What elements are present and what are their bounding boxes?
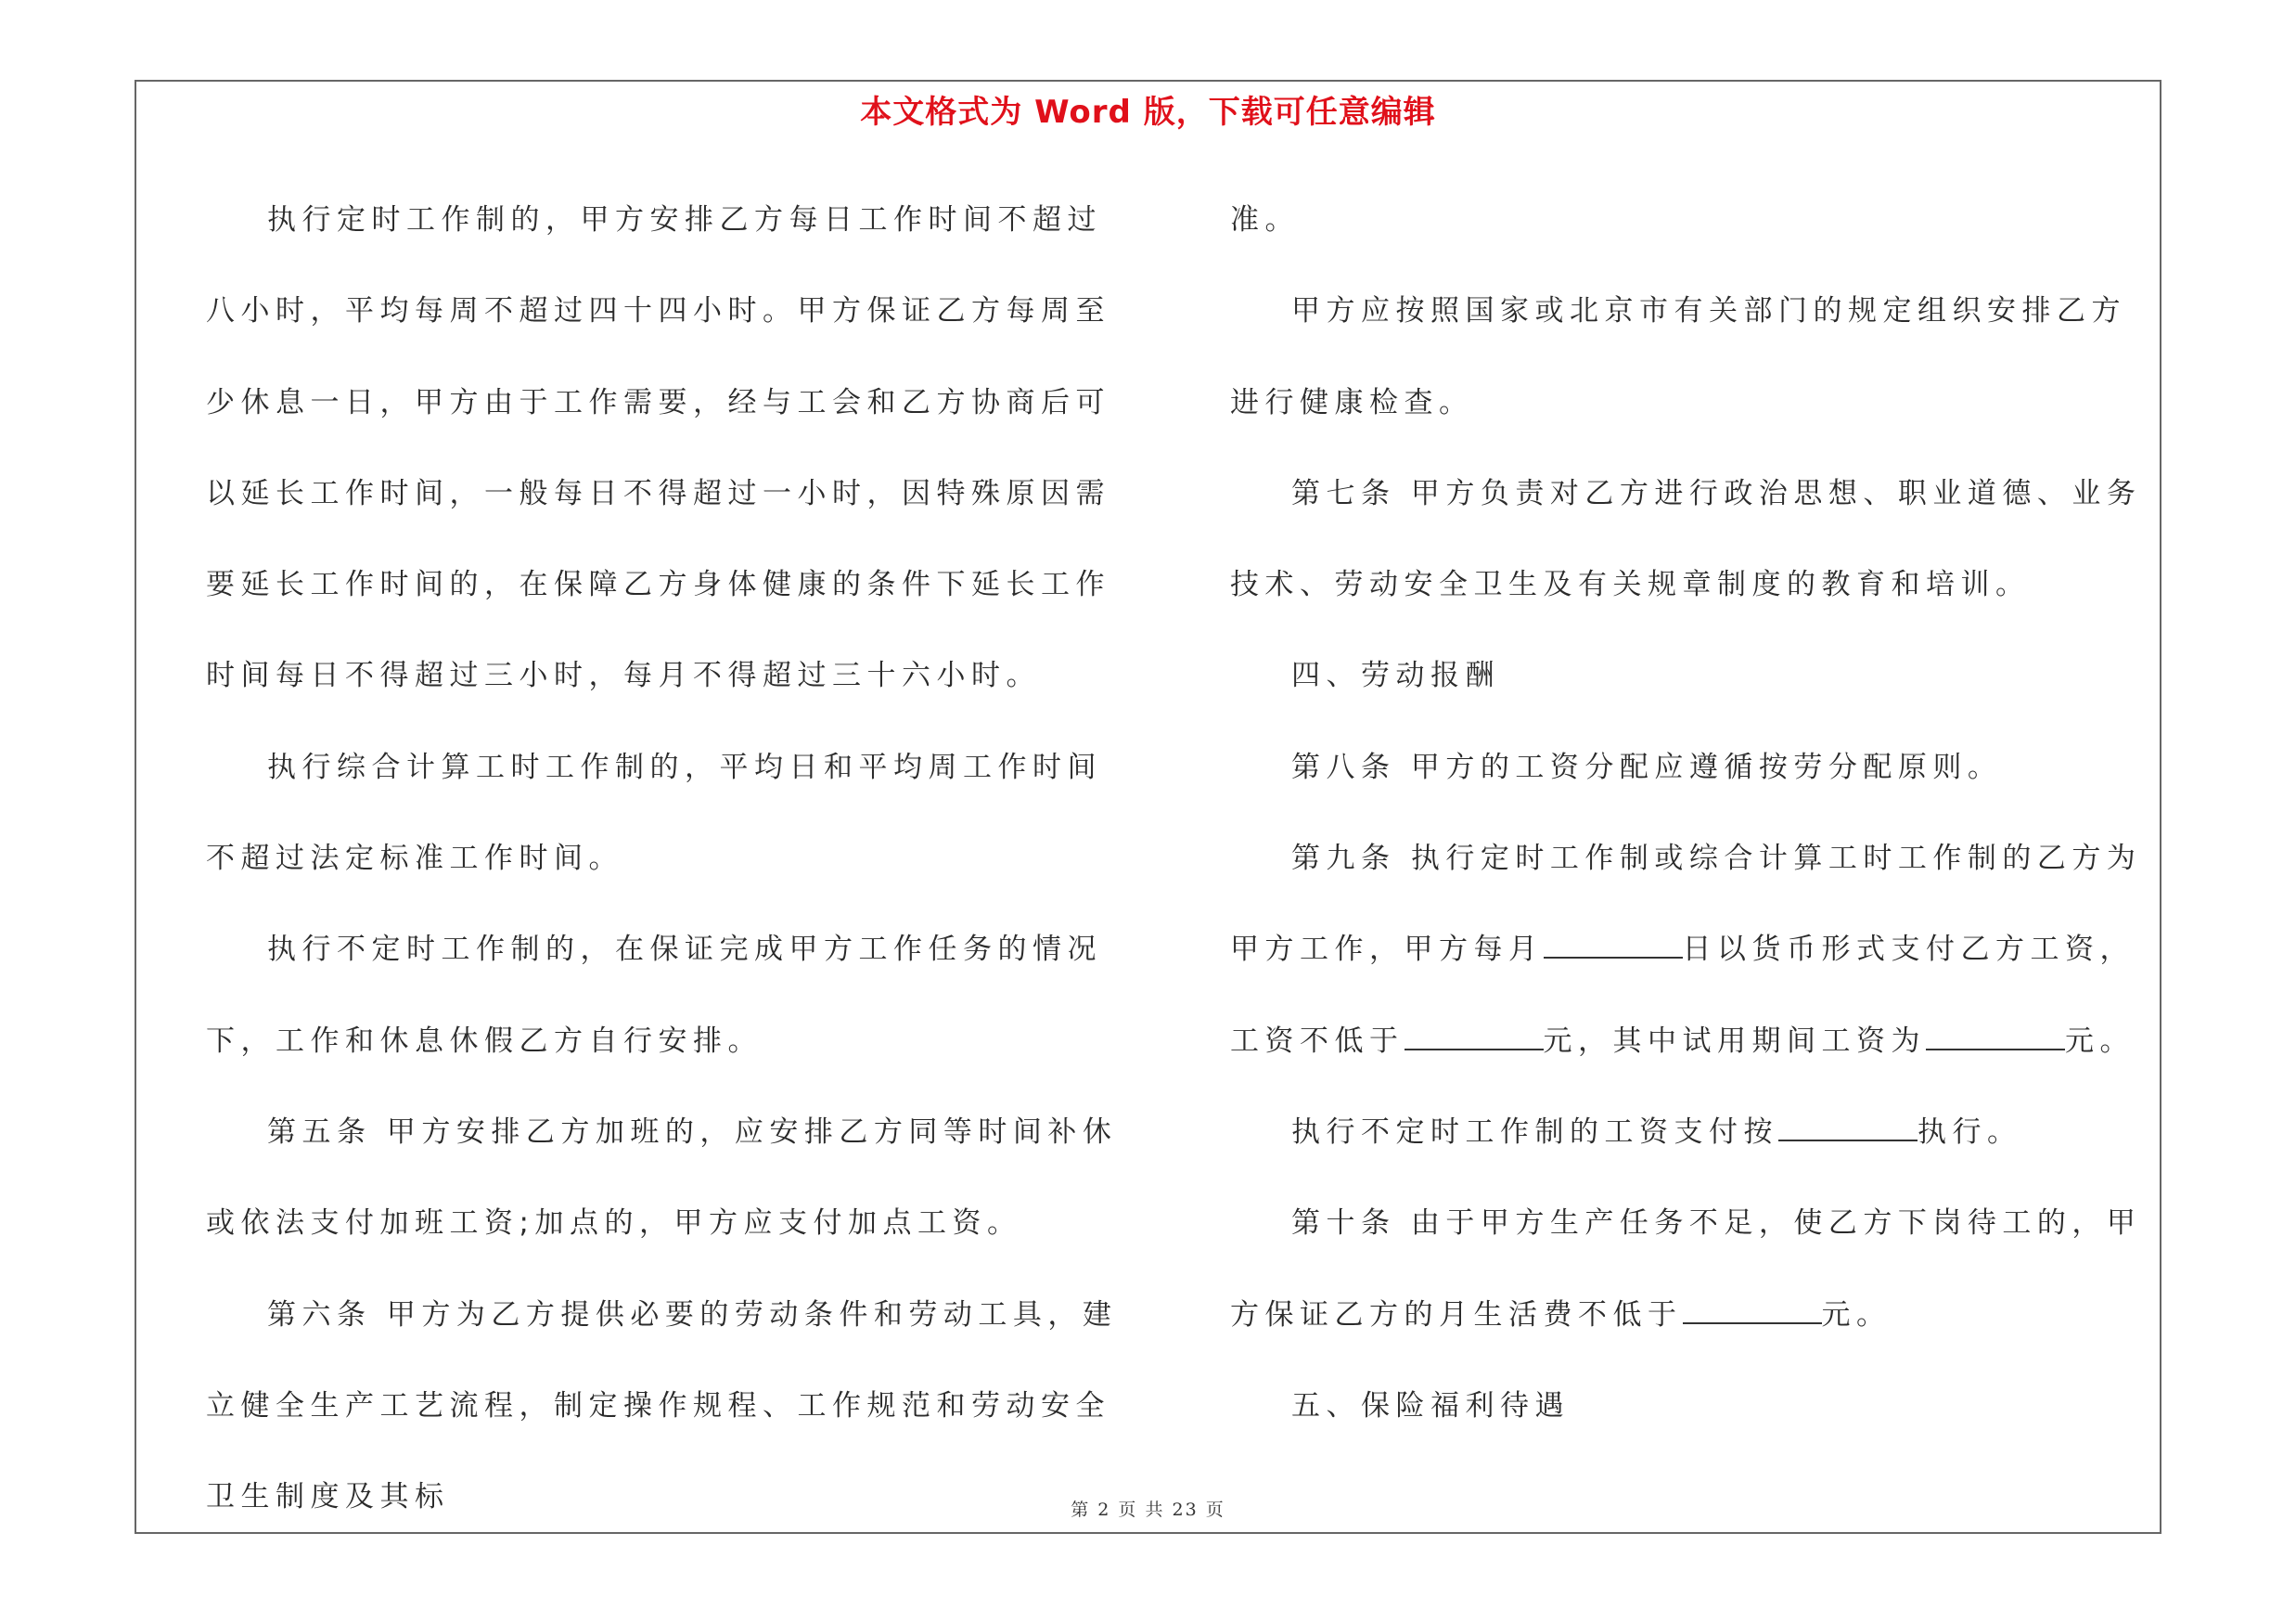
paragraph-article-5: 第五条 甲方安排乙方加班的，应安排乙方同等时间补休或依法支付加班工资;加点的，甲方应支付加点工资。 (206, 1114, 1118, 1241)
paragraph-flexible-pay (1230, 1087, 2158, 1178)
paragraph-comprehensive-hours: 执行综合计算工时工作制的，平均日和平均周工作时间不超过法定标准工作时间。 (206, 750, 1102, 876)
flexible-pay-text-a: 执行不定时工作制的工资支付按 (1291, 1114, 1778, 1149)
article-10-text-a: 第十条 由于甲方生产任务不足，使乙方下岗待工的，甲方保证乙方的月生活费不低于 (1230, 1206, 2142, 1332)
blank-flexible-pay (1778, 1115, 1918, 1141)
blank-pay-day (1544, 933, 1683, 959)
paragraph-working-hours: 执行定时工作制的，甲方安排乙方每日工作时间不超过八小时，平均每周不超过四十四小时。甲方保证乙方每周至少休息一日，甲方由于工作需要，经与工会和乙方协商后可以延长工作时间，一般每日不得超过一小时，因特殊原因需要延长工作时间的，在保障乙方身体健康的条件下延长工作时间每日不得超过三小时，每月不得超过三十六小时。 (206, 203, 1110, 693)
paragraph-article-10 (1230, 1178, 2158, 1360)
flexible-pay-text-b: 执行。 (1918, 1114, 2022, 1149)
article-9-text-a: 第九条 执行定时工作制或综合计算工时工作制的乙方为甲方工作，甲方每月 (1230, 842, 2142, 967)
blank-minimum-wage (1405, 1024, 1544, 1050)
blank-probation-wage (1926, 1024, 2065, 1050)
article-9-text-c: 元，其中试用期间工资为 (1543, 1024, 1926, 1058)
section-heading-insurance: 五、保险福利待遇 (1291, 1388, 1570, 1423)
paragraph-health-check: 甲方应按照国家或北京市有关部门的规定组织安排乙方进行健康检查。 (1230, 294, 2126, 419)
paragraph-article-9 (1230, 813, 2158, 1087)
header-banner: 本文格式为 Word 版，下载可任意编辑 (860, 94, 1436, 131)
paragraph-article-8: 第八条 甲方的工资分配应遵循按劳分配原则。 (1291, 750, 2003, 784)
section-heading-remuneration: 四、劳动报酬 (1291, 659, 1500, 693)
paragraph-article-7: 第七条 甲方负责对乙方进行政治思想、职业道德、业务技术、劳动安全卫生及有关规章制度的教育和培训。 (1230, 476, 2142, 602)
paragraph-article-6: 第六条 甲方为乙方提供必要的劳动条件和劳动工具，建立健全生产工艺流程，制定操作规程、工作规范和劳动安全卫生制度及其标 (206, 1297, 1118, 1514)
blank-living-allowance (1683, 1298, 1822, 1324)
page-footer: 第 2 页 共 23 页 (1071, 1500, 1225, 1520)
right-column (1230, 174, 2158, 1451)
article-10-text-b: 元。 (1821, 1297, 1892, 1332)
article-9-text-b: 日以货币形式支付乙方工资，工资不低于 (1230, 933, 2135, 1058)
paragraph-article-6-continued: 准。 (1230, 203, 1300, 237)
paragraph-flexible-hours: 执行不定时工作制的，在保证完成甲方工作任务的情况下，工作和休息休假乙方自行安排。 (206, 933, 1102, 1058)
left-column (206, 174, 1134, 1542)
article-9-text-d: 元。 (2065, 1024, 2135, 1058)
